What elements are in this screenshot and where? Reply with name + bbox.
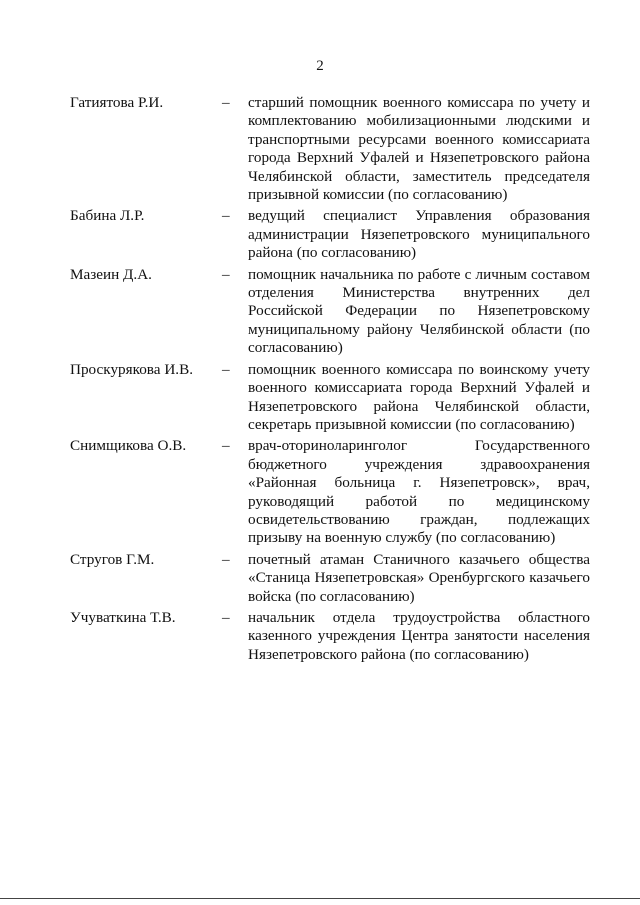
member-name: Снимщикова О.В. (70, 437, 187, 455)
dash-separator: – (222, 265, 230, 283)
member-entry (70, 266, 590, 358)
dash-separator: – (222, 608, 230, 626)
dash-separator: – (222, 207, 230, 225)
member-name: Мазеин Д.А. (70, 265, 152, 283)
member-entry (70, 361, 590, 435)
member-name: Бабина Л.Р. (70, 207, 145, 225)
member-entry (70, 437, 590, 547)
member-name: Проскурякова И.В. (70, 360, 194, 378)
member-entry (70, 609, 590, 664)
member-entry (70, 551, 590, 606)
page-number: 2 (316, 58, 324, 74)
member-name: Гатиятова Р.И. (70, 94, 164, 111)
member-name: Учуваткина Т.В. (70, 608, 176, 626)
scan-bottom-edge-line (0, 898, 640, 899)
member-name: Стругов Г.М. (70, 550, 155, 568)
member-role: помощник начальника по работе с личным составом отделения Министерства внутренних дел Российской Федерации по Нязепетровскому муниципальному району Челябинской области (по согласованию) (248, 265, 590, 357)
member-entry (70, 207, 590, 262)
commission-members-list (70, 94, 590, 667)
member-role: врач-оториноларинголог Государственного бюджетного учреждения здравоохранения «Районная больница г. Нязепетровск», врач, руководящий работой по медицинскому освидетельствованию граждан, подлежащих призыву на военную службу (по согласованию) (248, 437, 590, 547)
member-role: помощник военного комиссара по воинскому учету военного комиссариата города Верхний Уфалей и Нязепетровского района Челябинской области, секретарь призывной комиссии (по согласованию) (248, 360, 590, 433)
dash-separator: – (222, 550, 230, 568)
dash-separator: – (222, 360, 230, 378)
member-role: начальник отдела трудоустройства областного казенного учреждения Центра занятости населения Нязепетровского района (по согласованию) (248, 608, 590, 663)
dash-separator: – (222, 94, 230, 111)
dash-separator: – (222, 437, 230, 455)
member-entry (70, 94, 590, 204)
member-role: старший помощник военного комиссара по учету и комплектованию мобилизационными людскими и транспортными ресурсами военного комиссариата города Верхний Уфалей и Нязепетровского района Челябинской области, заместитель председателя призывной комиссии (по согласованию) (248, 94, 590, 204)
member-role: почетный атаман Станичного казачьего общества «Станица Нязепетровская» Оренбургского казачьего войска (по согласованию) (248, 550, 590, 605)
member-role: ведущий специалист Управления образования администрации Нязепетровского муниципального района (по согласованию) (248, 207, 590, 262)
